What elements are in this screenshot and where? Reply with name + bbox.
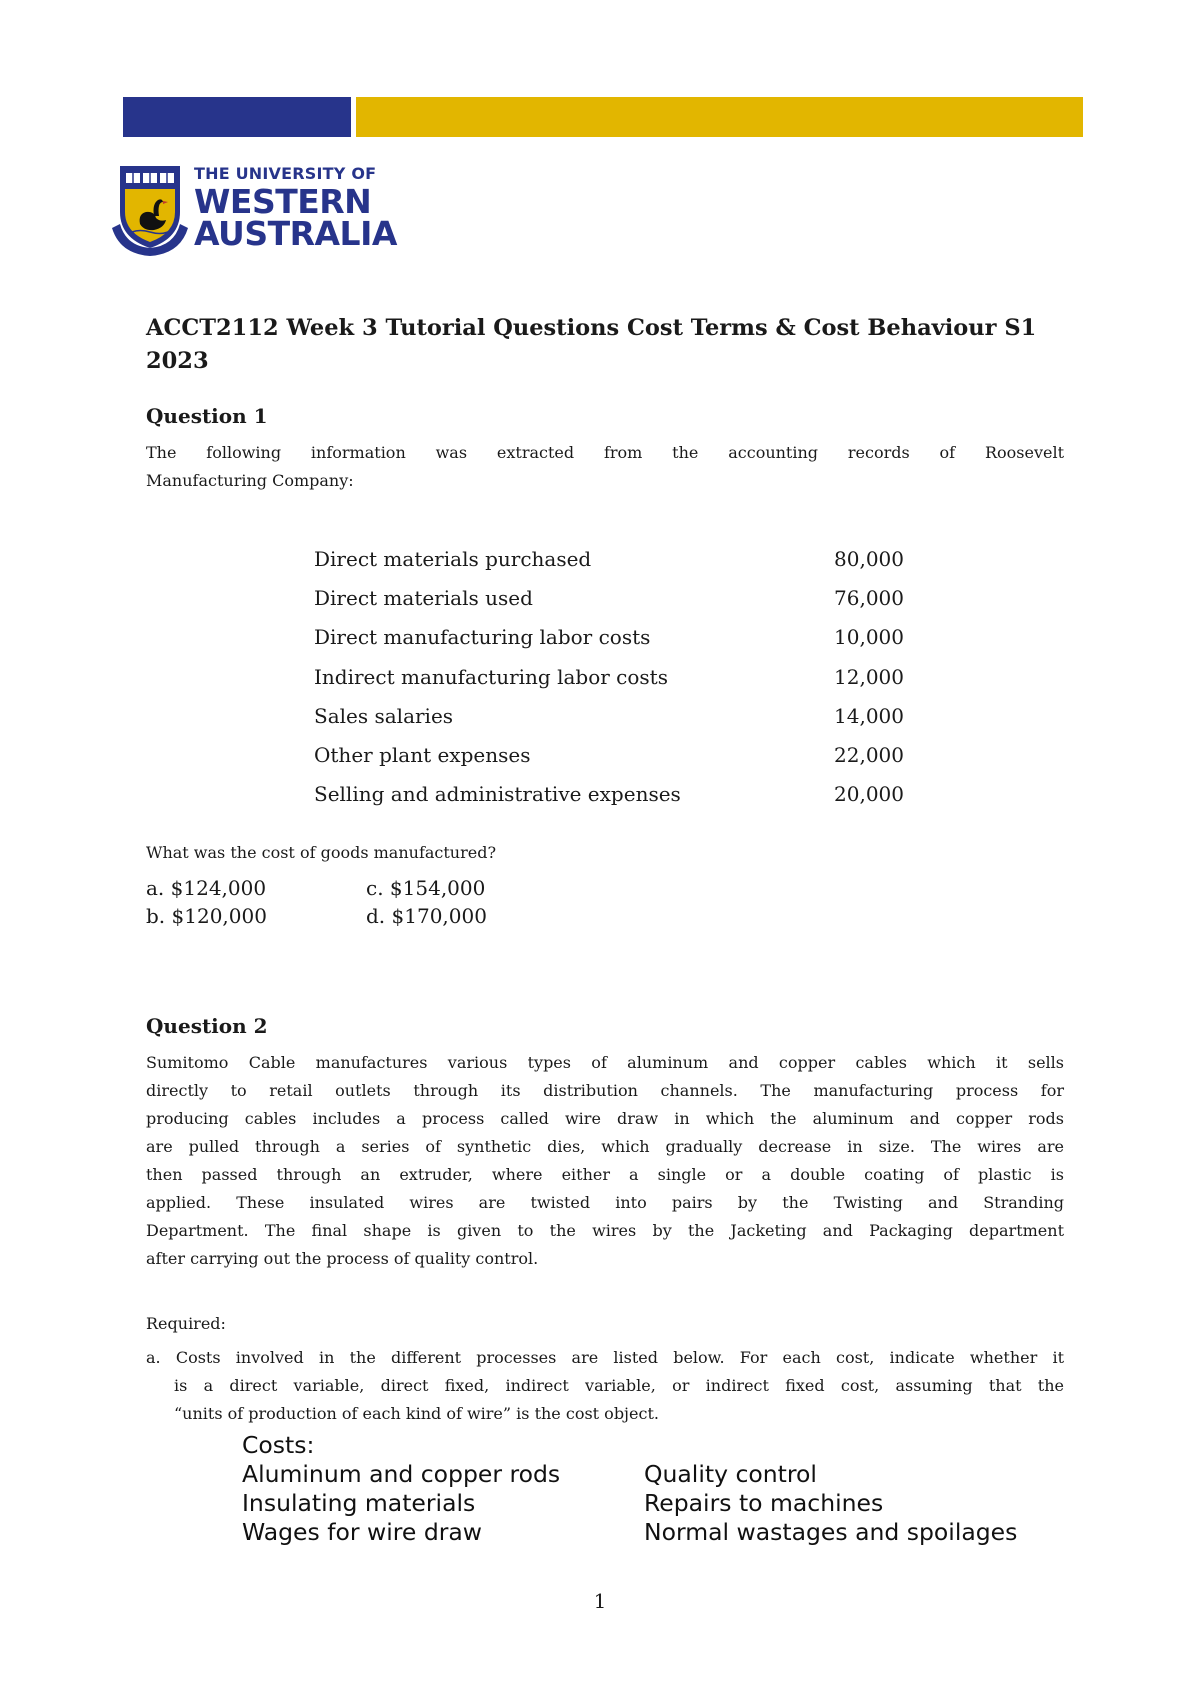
row-label: Indirect manufacturing labor costs (314, 665, 668, 689)
question-1-heading: Question 1 (146, 404, 268, 428)
table-row (314, 547, 904, 575)
required-a-line-2: is a direct variable, direct fixed, indirect variable, or indirect fixed cost, assuming that the (174, 1376, 1064, 1395)
table-row (314, 743, 904, 771)
row-label: Other plant expenses (314, 743, 531, 767)
title-line-2: 2023 (146, 348, 209, 374)
row-value: 22,000 (834, 743, 904, 767)
paragraph-line: applied. These insulated wires are twisted into pairs by the Twisting and Stranding (146, 1193, 1064, 1212)
row-label: Sales salaries (314, 704, 454, 728)
q1-intro-line-1: The following information was extracted from the accounting records of Roosevelt (146, 443, 1064, 462)
option-c: c. $154,000 (366, 876, 486, 900)
row-value: 80,000 (834, 547, 904, 571)
option-d: d. $170,000 (366, 904, 487, 928)
logo-line-3: AUSTRALIA (194, 214, 397, 253)
university-wordmark (194, 162, 397, 253)
page-number: 1 (593, 1589, 607, 1613)
q2-paragraph (146, 1053, 1064, 1277)
option-a: a. $124,000 (146, 876, 267, 900)
required-label: Required: (146, 1314, 226, 1333)
table-row (314, 782, 904, 810)
cost-item: Aluminum and copper rods (242, 1460, 561, 1488)
logo-line-2: WESTERN (194, 182, 372, 221)
paragraph-line: Sumitomo Cable manufactures various types of aluminum and copper cables which it sells (146, 1053, 1064, 1072)
row-label: Direct materials used (314, 586, 533, 610)
cost-item: Wages for wire draw (242, 1518, 483, 1546)
university-logo (110, 162, 397, 258)
row-value: 10,000 (834, 625, 904, 649)
row-label: Direct materials purchased (314, 547, 592, 571)
cost-item: Normal wastages and spoilages (644, 1518, 1018, 1546)
q1-intro-line-2: Manufacturing Company: (146, 471, 354, 490)
table-row (314, 586, 904, 614)
row-value: 76,000 (834, 586, 904, 610)
paragraph-line: then passed through an extruder, where either a single or a double coating of plastic is (146, 1165, 1064, 1184)
costs-heading: Costs: (242, 1431, 315, 1459)
table-row (314, 625, 904, 653)
document-title (146, 312, 1036, 378)
paragraph-line: after carrying out the process of quality control. (146, 1249, 539, 1268)
header-bar-blue (123, 97, 351, 137)
row-value: 14,000 (834, 704, 904, 728)
q1-question: What was the cost of goods manufactured? (146, 843, 497, 862)
university-crest-icon (110, 162, 190, 258)
logo-line-1: THE UNIVERSITY OF (194, 164, 377, 183)
required-a-line-1: a. Costs involved in the different processes are listed below. For each cost, indicate whether it (146, 1348, 1064, 1367)
row-label: Selling and administrative expenses (314, 782, 681, 806)
row-value: 20,000 (834, 782, 904, 806)
row-value: 12,000 (834, 665, 904, 689)
table-row (314, 665, 904, 693)
option-b: b. $120,000 (146, 904, 267, 928)
row-label: Direct manufacturing labor costs (314, 625, 651, 649)
paragraph-line: Department. The final shape is given to the wires by the Jacketing and Packaging department (146, 1221, 1064, 1240)
table-row (314, 704, 904, 732)
header-bar-gold (356, 97, 1083, 137)
required-a-line-3: “units of production of each kind of wire” is the cost object. (174, 1404, 659, 1423)
question-2-heading: Question 2 (146, 1014, 268, 1038)
cost-item: Repairs to machines (644, 1489, 884, 1517)
paragraph-line: directly to retail outlets through its distribution channels. The manufacturing process for (146, 1081, 1064, 1100)
cost-item: Insulating materials (242, 1489, 476, 1517)
title-line-1: ACCT2112 Week 3 Tutorial Questions Cost Terms & Cost Behaviour S1 (146, 315, 1037, 341)
paragraph-line: are pulled through a series of synthetic dies, which gradually decrease in size. The wires are (146, 1137, 1064, 1156)
cost-item: Quality control (644, 1460, 817, 1488)
paragraph-line: producing cables includes a process called wire draw in which the aluminum and copper rods (146, 1109, 1064, 1128)
